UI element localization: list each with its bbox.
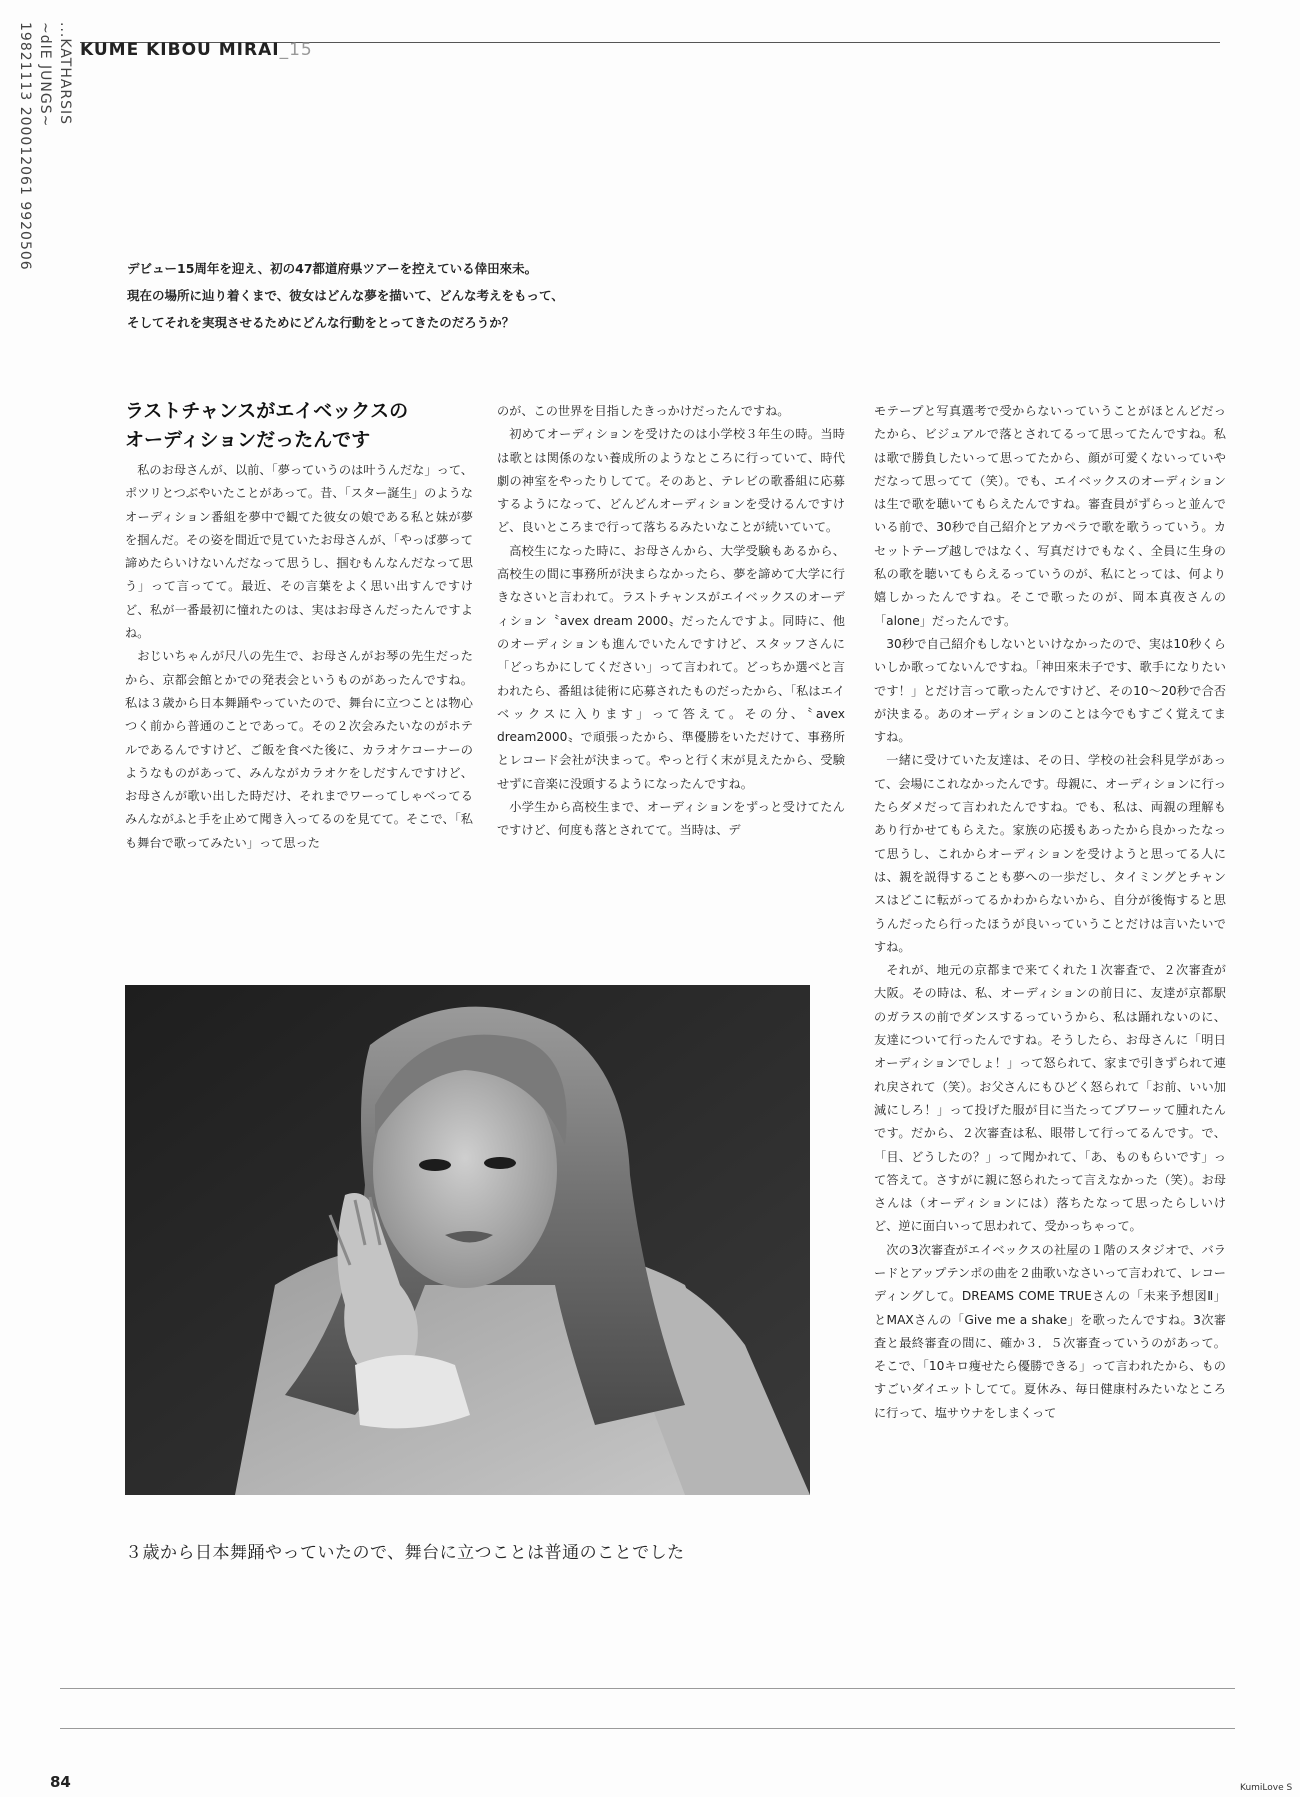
paragraph: 高校生になった時に、お母さんから、大学受験もあるから、高校生の間に事務所が決まらなかったら、夢を諦めて大学に行きなさいと言われて。ラストチャンスがエイベックスのオーディション〝avex dream 2000〟だったんですよ。同時に、他のオーディションも進んでいたんですけど、スタッフさんに「どっちかにしてください」って言われて。どっちか選べと言われたら、番組は徒術に応募されたものだったから、「私はエイベックスに入ります」って答えて。その分、〝avex dream2000〟で頑張ったから、準優勝をいただけて、事務所とレコード会社が決まって。やっと行く末が見えたから、受験せずに音楽に没頭するようになったんですね。 bbox=[497, 543, 845, 791]
scan-credit: KumiLove S bbox=[1240, 1783, 1293, 1793]
article-column-3 bbox=[874, 400, 1226, 1425]
paragraph: 次の3次審査がエイベックスの社屋の１階のスタジオで、バラードとアップテンポの曲を２曲歌いなさいって言われて、レコーディングして。DREAMS COME TRUEさんの「未来予想図Ⅱ」とMAXさんの「Give me a shake」を歌ったんですね。3次審査と最終審査の間に、確か３．５次審査っていうのがあって。そこで、「10キロ痩せたら優勝できる」って言われたから、ものすごいダイエットしてて。夏休み、毎日健康村みたいなところに行って、塩サウナをしまくって bbox=[874, 1242, 1226, 1420]
margin-line-2: ~dIE JUNGS~ bbox=[37, 22, 53, 128]
paragraph: モテープと写真選考で受からないっていうことがほとんどだったから、ビジュアルで落とされてるって思ってたんですね。私は歌で勝負したいって思ってたから、顔が可愛くないっていやだなって思ってて（笑）。でも、エイベックスのオーディションは生で歌を聴いてもらえたんですね。審査員がずらっと並んでいる前で、30秒で自己紹介とアカペラで歌を歌うっていう。カセットテープ越しではなく、写真だけでもなく、全員に生身の私の歌を聴いてもらえるっていうのが、私にとっては、何より嬉しかったんですね。そこで歌ったのが、岡本真夜さんの「alone」だったんです。 bbox=[874, 404, 1226, 628]
portrait-photo bbox=[125, 985, 810, 1495]
paragraph: 小学生から高校生まで、オーディションをずっと受けてたんですけど、何度も落とされてて。当時は、デ bbox=[497, 800, 845, 838]
portrait-illustration bbox=[125, 985, 810, 1495]
header-title bbox=[80, 40, 313, 60]
intro-lead bbox=[127, 255, 587, 336]
margin-line-1: ...KATHARSIS bbox=[57, 22, 73, 126]
margin-line-3: 19821113 200012061 9920506 bbox=[17, 22, 33, 271]
footer-rule-1 bbox=[60, 1688, 1235, 1689]
photo-caption: ３歳から日本舞踊やっていたので、舞台に立つことは普通のことでした bbox=[125, 1543, 685, 1563]
footer-rule-2 bbox=[60, 1728, 1235, 1729]
margin-vertical-text bbox=[15, 22, 75, 271]
paragraph: それが、地元の京都まで来てくれた１次審査で、２次審査が大阪。その時は、私、オーディションの前日に、友達が京都駅のガラスの前でダンスするっていうから、私は踊れないのに、友達について行ったんですね。そうしたら、お母さんに「明日オーディションでしょ！」って怒られて、家まで引きずられて連れ戻されて（笑）。お父さんにもひどく怒られて「お前、いい加減にしろ！」って投げた服が目に当たってブワーッて腫れたんです。だから、２次審査は私、眼帯して行ってるんです。で、「目、どうしたの？」って聞かれて、「あ、ものもらいです」って答えて。さすがに親に怒られたって言えなかった（笑）。お母さんは（オーディションには）落ちたなって思ったらしいけど、逆に面白いって思われて、受かっちゃって。 bbox=[874, 963, 1226, 1234]
paragraph: 30秒で自己紹介もしないといけなかったので、実は10秒くらいしか歌ってないんですね。「神田來未子です、歌手になりたいです！」とだけ言って歌ったんですけど、その10〜20秒で合否が決まる。あのオーディションのことは今でもすごく覚えてますね。 bbox=[874, 636, 1226, 745]
paragraph: 初めてオーディションを受けたのは小学校３年生の時。当時は歌とは関係のない養成所のようなところに行っていて、時代劇の神室をやったりしてて。そのあと、テレビの歌番組に応募するようになって、どんどんオーディションを受けるんですけど、良いところまで行って落ちるみたいなことが続いていて。 bbox=[497, 427, 845, 535]
section-heading bbox=[125, 397, 475, 455]
header-page-suffix: _15 bbox=[279, 40, 313, 60]
section-heading-line-1: ラストチャンスがエイベックスの bbox=[125, 400, 409, 422]
paragraph: おじいちゃんが尺八の先生で、お母さんがお琴の先生だったから、京都会館とかでの発表会というものがあったんですね。私は３歳から日本舞踊やっていたので、舞台に立つことは物心つく前から普通のことであって。その２次会みたいなのがホテルであるんですけど、ご飯を食べた後に、カラオケコーナーのようなものがあって、みんながカラオケをしだすんですけど、お母さんが歌い出した時だけ、それまでワーってしゃべってるみんながふと手を止めて聞き入ってるのを見てて。そこで、「私も舞台で歌ってみたい」って思った bbox=[125, 649, 473, 850]
intro-line: そしてそれを実現させるためにどんな行動をとってきたのだろうか？ bbox=[127, 315, 515, 330]
paragraph: 一緒に受けていた友達は、その日、学校の社会科見学があって、会場にこれなかったんです。母親に、オーディションに行ったらダメだって言われたんですね。でも、私は、両親の理解もあり行かせてもらえた。家族の応援もあったから良かったなって思うし、これからオーディションを受けようと思ってる人には、親を説得することも夢への一歩だし、タイミングとチャンスはどこに転がってるかわからないから、自分が後悔すると思うんだったら行ったほうが良いっていうことだけは言いたいですね。 bbox=[874, 753, 1226, 954]
page-number: 84 bbox=[50, 1773, 71, 1791]
article-column-1 bbox=[125, 459, 473, 855]
intro-line: 現在の場所に辿り着くまで、彼女はどんな夢を描いて、どんな考えをもって、 bbox=[127, 288, 564, 303]
paragraph: のが、この世界を目指したきっかけだったんですね。 bbox=[497, 404, 790, 418]
intro-line: デビュー15周年を迎え、初の47都道府県ツアーを控えている倖田來未。 bbox=[127, 261, 538, 276]
paragraph: 私のお母さんが、以前、「夢っていうのは叶うんだな」って、ポツリとつぶやいたことがあって。昔、「スター誕生」のようなオーディション番組を夢中で観てた彼女の娘である私と妹が夢を掴んだ。その姿を間近で見ていたお母さんが、「やっぱ夢って諦めたらいけないんだなって思うし、掴むもんなんだなって思う」って言ってて。最近、その言葉をよく思い出すんですけど、私が一番最初に憧れたのは、実はお母さんだったんですよね。 bbox=[125, 463, 473, 641]
header-title-text: KUME KIBOU MIRAI bbox=[80, 40, 280, 60]
section-heading-line-2: オーディションだったんです bbox=[125, 429, 371, 451]
article-column-2 bbox=[497, 400, 845, 843]
